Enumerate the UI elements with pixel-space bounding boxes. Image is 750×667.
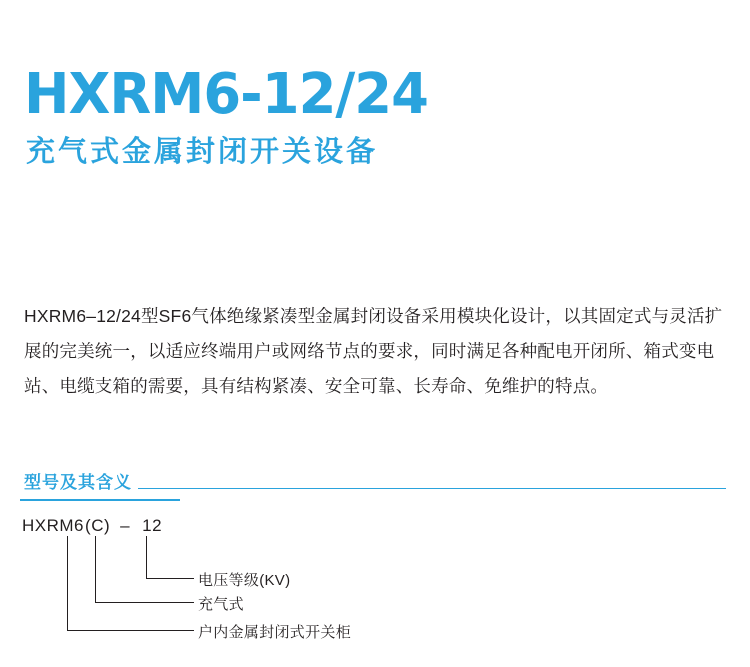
intro-paragraph: HXRM6–12/24型SF6气体绝缘紧凑型金属封闭设备采用模块化设计，以其固定式与灵活扩展的完美统一，以适应终端用户或网络节点的要求，同时满足各种配电开闭所、箱式变电站、电缆支箱的需要，具有结构紧凑、安全可靠、长寿命、免维护的特点。 bbox=[24, 305, 723, 396]
page-subtitle: 充气式金属封闭开关设备 bbox=[26, 134, 379, 168]
code-letter: C bbox=[91, 516, 104, 535]
code-close-paren: ) bbox=[103, 516, 111, 535]
leader-line-cabinet-horizontal bbox=[67, 630, 194, 631]
leader-line-cabinet-vertical bbox=[67, 536, 68, 630]
code-base: HXRM6 bbox=[22, 516, 85, 535]
code-dash: – bbox=[120, 516, 131, 535]
title-block bbox=[24, 62, 724, 168]
section-header bbox=[20, 468, 726, 496]
leader-line-voltage-horizontal bbox=[146, 578, 194, 579]
section-model-meaning bbox=[20, 468, 726, 501]
legend-label-gas: 充气式 bbox=[198, 596, 244, 613]
model-code-diagram bbox=[20, 512, 726, 662]
legend-label-voltage: 电压等级(KV) bbox=[198, 572, 291, 589]
section-title: 型号及其含义 bbox=[24, 473, 132, 492]
code-open-paren: ( bbox=[85, 516, 92, 535]
legend-label-cabinet: 户内金属封闭式开关柜 bbox=[198, 624, 352, 641]
section-underline bbox=[20, 499, 180, 501]
model-code-text bbox=[22, 516, 162, 536]
leader-line-voltage-vertical bbox=[146, 536, 147, 578]
leader-line-gas-horizontal bbox=[95, 602, 194, 603]
leader-line-gas-vertical bbox=[95, 536, 96, 602]
code-number: 12 bbox=[142, 516, 163, 535]
section-rule bbox=[138, 488, 726, 489]
page-title: HXRM6-12/24 bbox=[24, 62, 428, 127]
